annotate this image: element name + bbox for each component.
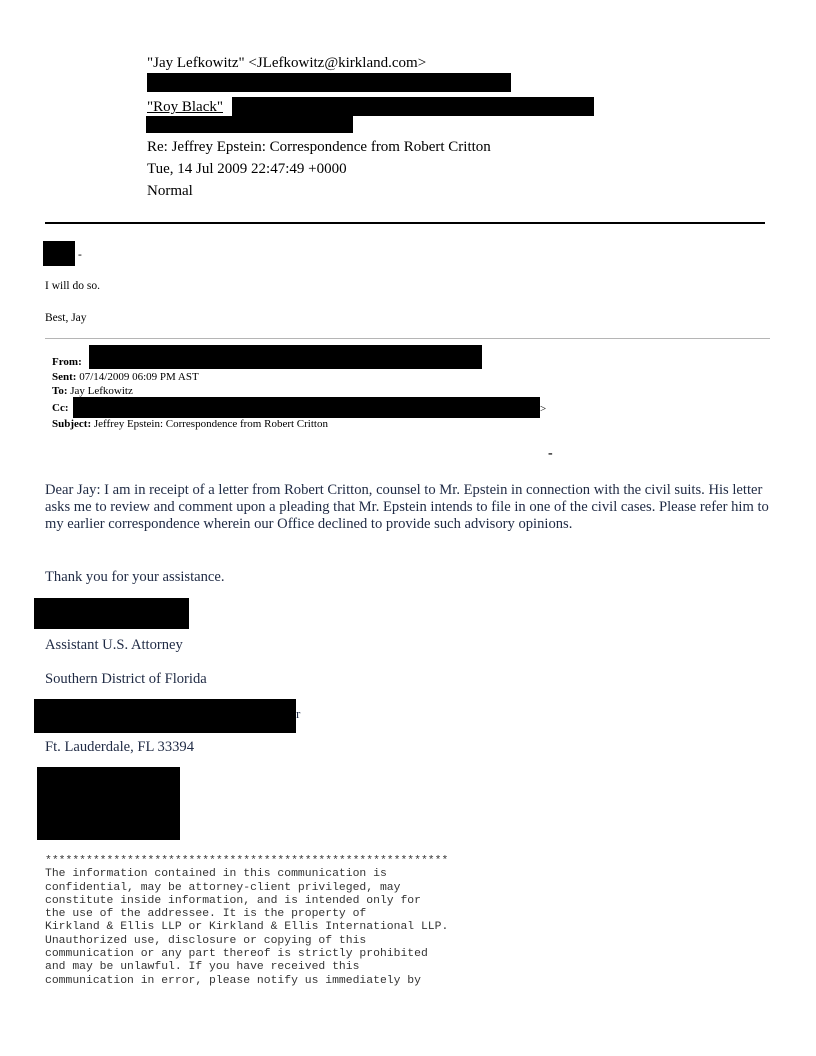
message-thanks: Thank you for your assistance. [45, 569, 225, 585]
quoted-subject-value: Jeffrey Epstein: Correspondence from Robert Critton [93, 418, 328, 430]
redaction-contact-block [37, 767, 180, 840]
quote-divider [45, 338, 770, 339]
quoted-cc-trail: > [540, 403, 547, 415]
from-value: "Jay Lefkowitz" <JLefkowitz@kirkland.com> [147, 55, 427, 71]
address-trail: r [296, 706, 301, 721]
greeting-suffix: - [78, 249, 82, 261]
sender-city: Ft. Lauderdale, FL 33394 [45, 739, 195, 755]
quoted-subject-row [52, 419, 328, 430]
header-divider [45, 222, 765, 224]
importance-value: Normal [147, 183, 193, 199]
sender-title: Assistant U.S. Attorney [45, 637, 183, 653]
quoted-sent-label: Sent: [52, 371, 77, 383]
redaction-cc-1 [232, 97, 594, 116]
redaction-to [147, 73, 511, 92]
redaction-sender-name [34, 598, 189, 629]
reply-line: I will do so. [45, 280, 100, 292]
quoted-from-label: From: [52, 356, 82, 368]
stray-mark: - [548, 446, 553, 461]
quoted-sent-row [52, 372, 199, 383]
quoted-subject-label: Subject: [52, 418, 92, 430]
quoted-cc-row [52, 403, 69, 414]
sender-district: Southern District of Florida [45, 671, 207, 687]
reply-signoff: Best, Jay [45, 312, 87, 324]
quoted-from-row [52, 357, 82, 368]
cc-value[interactable]: "Roy Black" [147, 99, 223, 115]
redaction-quoted-cc [73, 397, 540, 418]
quoted-to-row [52, 386, 133, 397]
confidentiality-disclaimer: *********************************************************** The information contained in this communication is confidential, may be attorney-client privileged, may constitute inside information, and is intended only for the use of the addressee. It is the property of Kirkland & Ellis LLP or Kirkland & Ellis International LLP. Unauthorized use, disclosure or copying of this communication or any part thereof is strictly prohibited and may be unlawful. If you have received this communication in error, please notify us immediately by [45, 855, 449, 987]
quoted-sent-value: 07/14/2009 06:09 PM AST [79, 371, 199, 383]
date-value: Tue, 14 Jul 2009 22:47:49 +0000 [147, 161, 347, 177]
redaction-address [34, 699, 296, 733]
quoted-to-value: Jay Lefkowitz [70, 385, 133, 397]
quoted-to-label: To: [52, 385, 68, 397]
message-paragraph: Dear Jay: I am in receipt of a letter from Robert Critton, counsel to Mr. Epstein in connection with the civil suits. His letter asks me to review and comment upon a pleading that Mr. Epstein intends to file in one of the civil cases. Please refer him to my earlier correspondence wherein our Office declined to provide such advisory opinions. [45, 482, 769, 532]
redaction-quoted-from [89, 345, 482, 369]
subject-value: Re: Jeffrey Epstein: Correspondence from Robert Critton [147, 139, 491, 155]
quoted-cc-label: Cc: [52, 402, 69, 414]
redaction-greeting [43, 241, 75, 266]
redaction-cc-2 [146, 116, 353, 133]
